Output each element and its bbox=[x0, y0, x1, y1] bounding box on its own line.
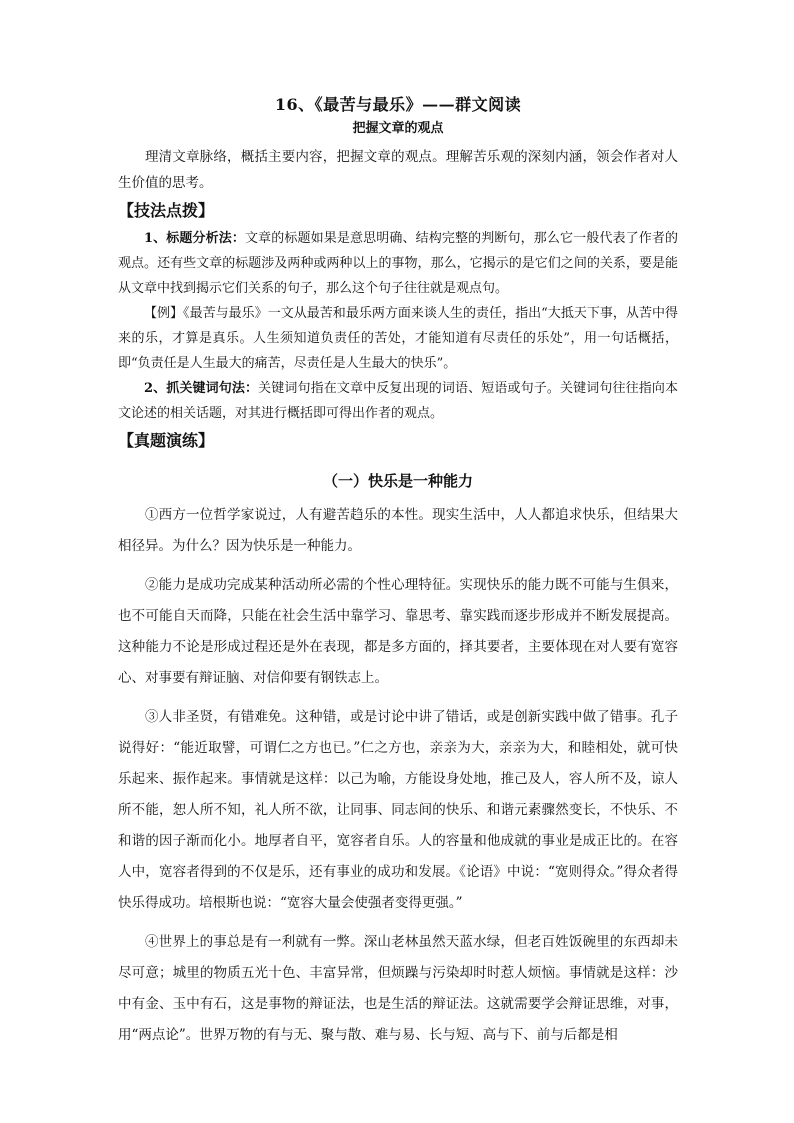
document-title: 16、《最苦与最乐》——群文阅读 bbox=[274, 95, 522, 114]
skills-heading: 【技法点拨】 bbox=[118, 201, 215, 220]
article-paragraph: ①西方一位哲学家说过，人有避苦趋乐的本性。现实生活中，人人都追求快乐，但结果大相径异。为什么？因为快乐是一种能力。 bbox=[118, 507, 678, 554]
article-paragraph: ③人非圣贤，有错难免。这种错，或是讨论中讲了错话，或是创新实践中做了错事。孔子说得好：“能近取譬，可谓仁之方也已。”仁之方也，亲亲为大，亲亲为大，和睦相处，就可快乐起来、振作起来。事情就是这样：以己为喻，方能设身处地，推己及人，容人所不及，谅人所不能，恕人所不知，礼人所不欲，让同事、同志间的快乐、和谐元素骤然变长，不快乐、不和谐的因子渐而化小。地厚者自平，宽容者自乐。人的容量和他成就的事业是成正比的。在容人中，宽容者得到的不仅是乐，还有事业的成功和发展。《论语》中说：“宽则得众。”得众者得快乐得成功。培根斯也说：“宽容大量会使强者变得更强。” bbox=[118, 709, 678, 911]
chapter-title: （一）快乐是一种能力 bbox=[322, 472, 473, 490]
intro-paragraph: 理清文章脉络，概括主要内容，把握文章的观点。理解苦乐观的深刻内涵，领会作者对人生价值的思考。 bbox=[118, 149, 678, 191]
skill-item-lead: 1、标题分析法： bbox=[144, 231, 246, 246]
skill-item-keywords bbox=[118, 376, 678, 426]
skill-item-text: 关键词句指在文章中反复出现的词语、短语或句子。关键词句往往指向本文论述的相关话题，对其进行概括即可得出作者的观点。 bbox=[118, 381, 678, 421]
article-paragraph: ④世界上的事总是有一利就有一弊。深山老林虽然天蓝水绿，但老百姓饭碗里的东西却未尽可意；城里的物质五光十色、丰富异常，但烦躁与污染却时时惹人烦恼。事情就是这样：沙中有金、玉中有石，这是事物的辩证法，也是生活的辩证法。这就需要学会辩证思维，对事，用“两点论”。世界万物的有与无、聚与散、难与易、长与短、高与下、前与后都是相 bbox=[118, 934, 678, 1043]
practice-heading: 【真题演练】 bbox=[118, 431, 215, 450]
skill-example: 【例】《最苦与最乐》一文从最苦和最乐两方面来谈人生的责任，指出“大抵天下事，从苦中得来的乐，才算是真乐。人生须知道负责任的苦处，才能知道有尽责任的乐处”，用一句话概括，即“负责任是人生最大的痛苦，尽责任是人生最大的快乐”。 bbox=[118, 306, 678, 371]
document-subtitle: 把握文章的观点 bbox=[352, 121, 444, 136]
skill-item-title-analysis bbox=[118, 226, 678, 301]
skill-item-lead: 2、抓关键词句法： bbox=[144, 381, 259, 396]
document-content bbox=[118, 92, 678, 1059]
skill-item-text: 文章的标题如果是意思明确、结构完整的判断句，那么它一般代表了作者的观点。还有些文章的标题涉及两种或两种以上的事物，那么，它揭示的是它们之间的关系，要是能从文章中找到揭示它们关系的句子，那么这个句子往往就是观点句。 bbox=[118, 231, 678, 296]
article-paragraph: ②能力是成功完成某种活动所必需的个性心理特征。实现快乐的能力既不可能与生俱来，也不可能自天而降，只能在社会生活中靠学习、靠思考、靠实践而逐步形成并不断发展提高。这种能力不论是形成过程还是外在表现，都是多方面的，择其要者，主要体现在对人要有宽容心、对事要有辩证脑、对信仰要有钢铁志上。 bbox=[118, 577, 678, 686]
